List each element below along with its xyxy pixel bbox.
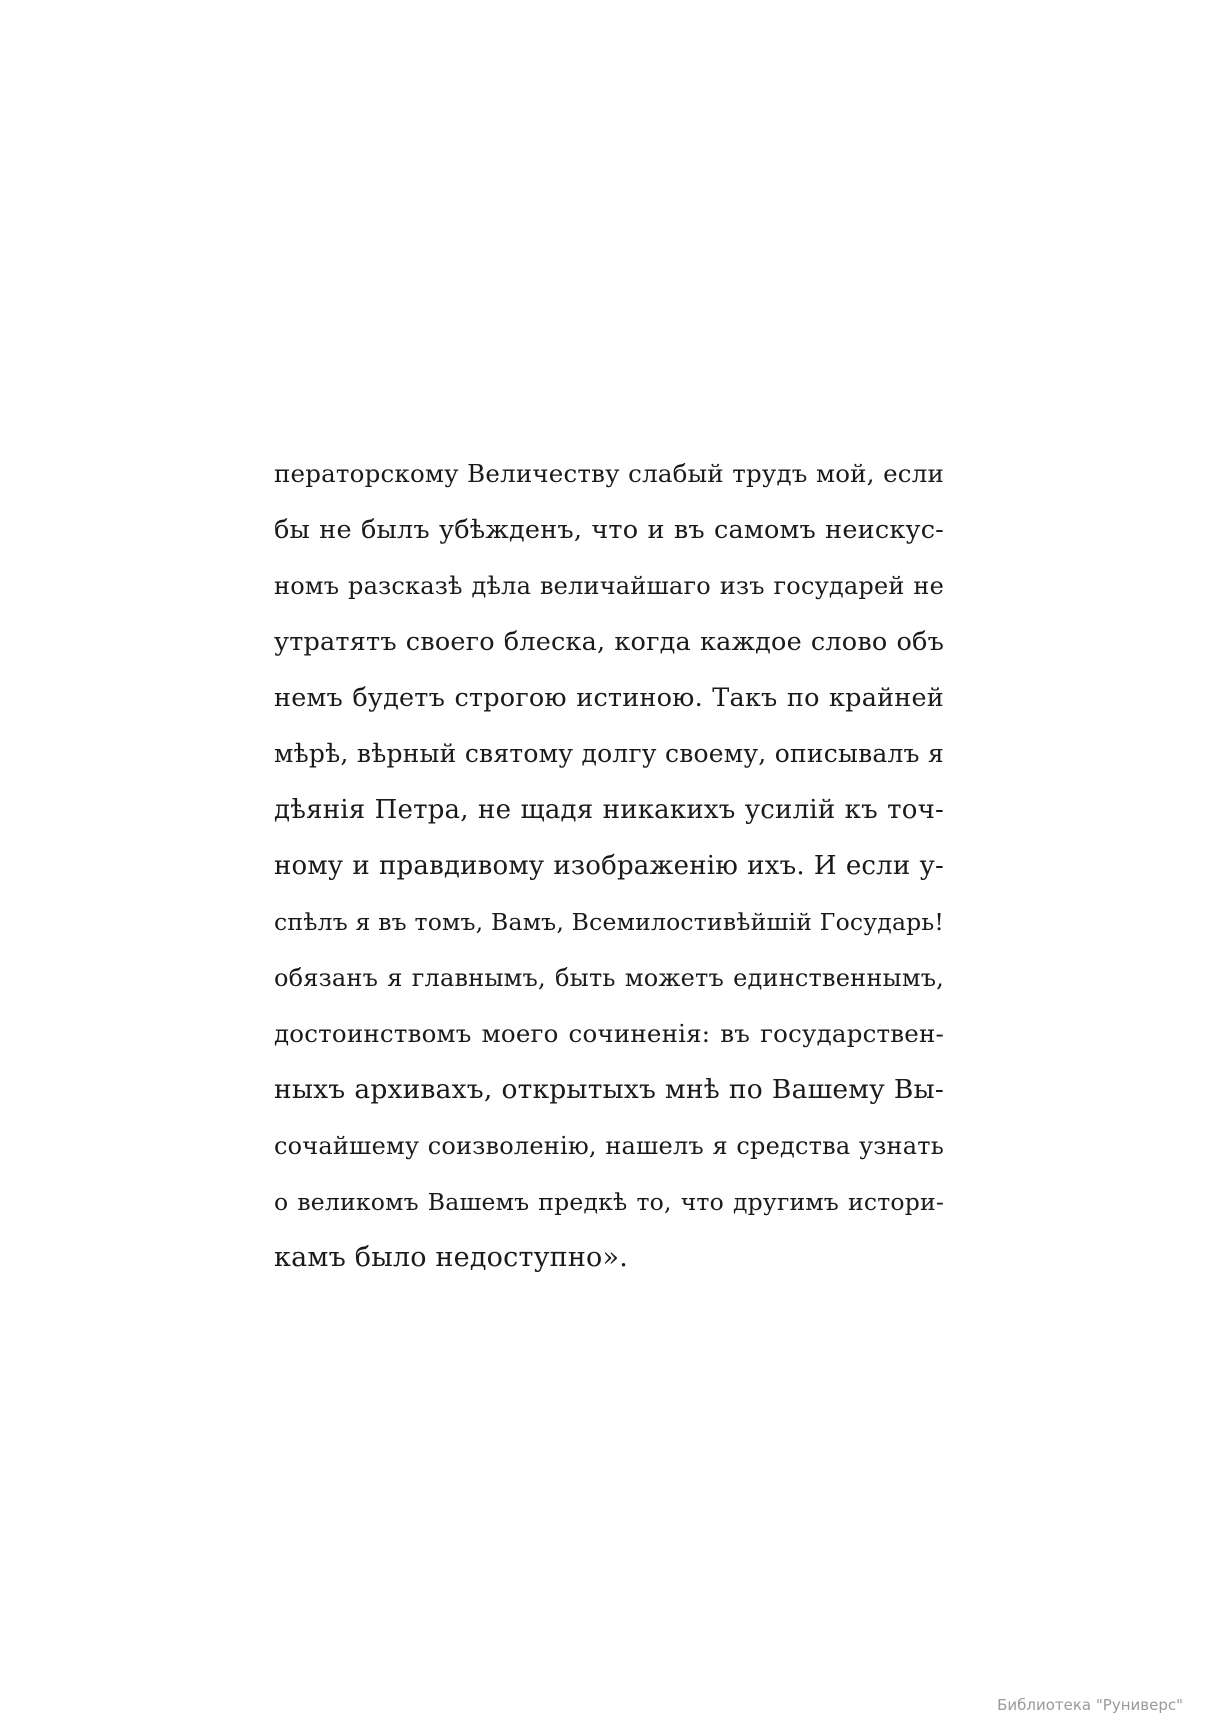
body-text [274,446,944,1286]
text-line: ператорскому Величеству слабый трудъ мой, если [274,459,944,488]
text-line: о великомъ Вашемъ предкѣ то, что другимъ истори- [274,1188,944,1216]
text-line: достоинствомъ моего сочиненія: въ государствен- [274,1019,944,1048]
text-line: ныхъ архивахъ, открытыхъ мнѣ по Вашему Вы- [274,1074,944,1105]
text-line: мѣрѣ, вѣрный святому долгу своему, описывалъ я [274,739,944,768]
library-watermark: Библиотека "Руниверс" [997,1696,1183,1714]
text-line: бы не былъ убѣжденъ, что и въ самомъ неискус- [274,515,944,545]
text-line: камъ было недоступно». [274,1242,629,1273]
text-line: утратятъ своего блеска, когда каждое слово объ [274,627,944,657]
text-line: немъ будетъ строгою истиною. Такъ по крайней [274,683,944,713]
text-line: сочайшему соизволенію, нашелъ я средства узнать [274,1132,944,1160]
text-line: номъ разсказѣ дѣла величайшаго изъ государей не [274,572,944,600]
text-line: ному и правдивому изображенію ихъ. И если у- [274,851,944,881]
text-line: спѣлъ я въ томъ, Вамъ, Всемилостивѣйшій Государь! [274,908,945,936]
text-line: дѣянія Петра, не щадя никакихъ усилій къ точ- [274,795,944,825]
text-line: обязанъ я главнымъ, быть можетъ единственнымъ, [274,964,944,992]
